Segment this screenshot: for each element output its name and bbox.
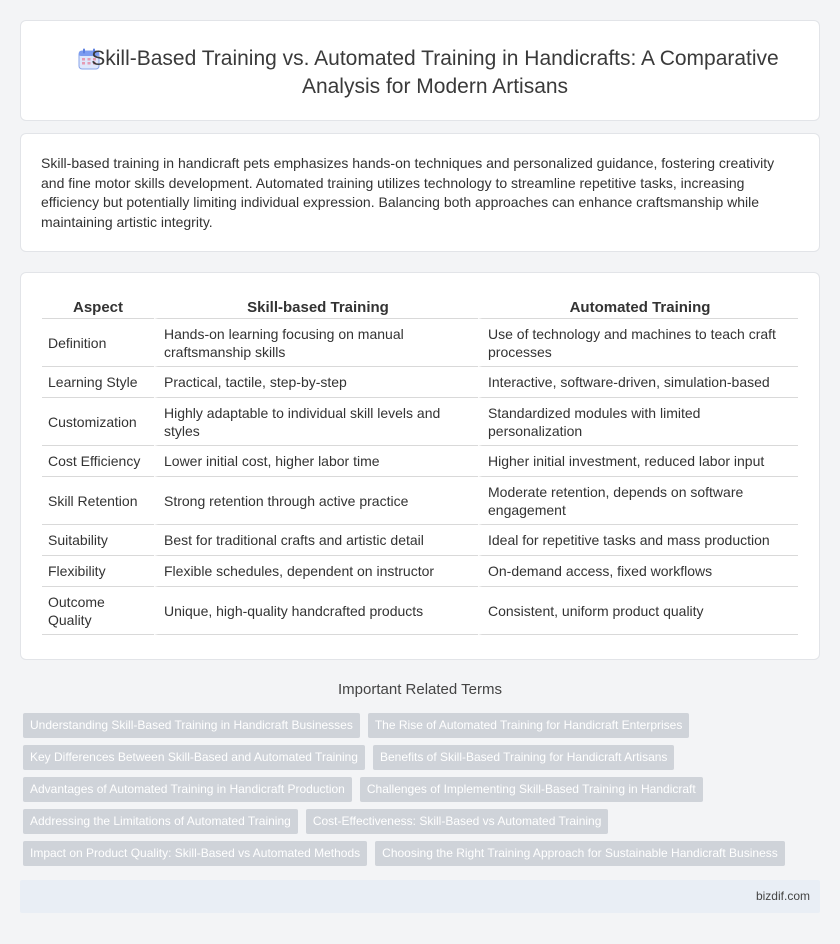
aspect-cell: Suitability	[42, 525, 154, 556]
aspect-cell: Definition	[42, 319, 154, 367]
related-term-tag[interactable]: The Rise of Automated Training for Handicraft Enterprises	[368, 713, 689, 738]
automated-cell: Ideal for repetitive tasks and mass production	[478, 525, 798, 556]
aspect-cell: Cost Efficiency	[42, 446, 154, 477]
related-term-tag[interactable]: Addressing the Limitations of Automated Training	[23, 809, 298, 834]
skill-cell: Best for traditional crafts and artistic detail	[154, 525, 478, 556]
table-row	[42, 556, 798, 587]
header-skill-based: Skill-based Training	[154, 297, 478, 319]
skill-cell: Hands-on learning focusing on manual craftsmanship skills	[154, 319, 478, 367]
automated-cell: Standardized modules with limited personalization	[478, 398, 798, 446]
related-term-tag[interactable]: Cost-Effectiveness: Skill-Based vs Automated Training	[306, 809, 609, 834]
skill-cell: Flexible schedules, dependent on instructor	[154, 556, 478, 587]
automated-cell: Higher initial investment, reduced labor input	[478, 446, 798, 477]
skill-cell: Unique, high-quality handcrafted products	[154, 587, 478, 635]
automated-cell: Use of technology and machines to teach craft processes	[478, 319, 798, 367]
table-row	[42, 398, 798, 446]
related-term-tag[interactable]: Choosing the Right Training Approach for Sustainable Handicraft Business	[375, 841, 785, 866]
header-card	[20, 20, 820, 121]
footer-site-link[interactable]: bizdif.com	[755, 889, 810, 903]
intro-card	[20, 133, 820, 252]
table-row	[42, 319, 798, 367]
table-row	[42, 587, 798, 635]
related-term-tag[interactable]: Impact on Product Quality: Skill-Based vs Automated Methods	[23, 841, 367, 866]
aspect-cell: Outcome Quality	[42, 587, 154, 635]
aspect-cell: Flexibility	[42, 556, 154, 587]
automated-cell: On-demand access, fixed workflows	[478, 556, 798, 587]
related-terms-list	[23, 713, 813, 873]
automated-cell: Consistent, uniform product quality	[478, 587, 798, 635]
automated-cell: Interactive, software-driven, simulation-based	[478, 367, 798, 398]
comparison-card	[20, 272, 820, 660]
automated-cell: Moderate retention, depends on software engagement	[478, 477, 798, 525]
related-term-tag[interactable]: Advantages of Automated Training in Handicraft Production	[23, 777, 352, 802]
table-row	[42, 446, 798, 477]
related-terms-title: Important Related Terms	[338, 681, 502, 698]
header-automated: Automated Training	[478, 297, 798, 319]
page-title: Skill-Based Training vs. Automated Training in Handicrafts: A Comparative Analysis for Modern Artisans	[91, 47, 779, 98]
intro-paragraph: Skill-based training in handicraft pets emphasizes hands-on techniques and personalized guidance, fostering creativity and fine motor skills development. Automated training utilizes technology to streamline repetitive tasks, increasing efficiency but potentially limiting individual expression. Balancing both approaches can enhance craftsmanship while maintaining artistic integrity.	[41, 155, 775, 230]
aspect-cell: Skill Retention	[42, 477, 154, 525]
skill-cell: Highly adaptable to individual skill levels and styles	[154, 398, 478, 446]
header-aspect: Aspect	[42, 297, 154, 319]
table-row	[42, 367, 798, 398]
aspect-cell: Learning Style	[42, 367, 154, 398]
related-term-tag[interactable]: Key Differences Between Skill-Based and Automated Training	[23, 745, 365, 770]
comparison-table	[42, 297, 798, 635]
related-term-tag[interactable]: Understanding Skill-Based Training in Handicraft Businesses	[23, 713, 360, 738]
aspect-cell: Customization	[42, 398, 154, 446]
related-term-tag[interactable]: Challenges of Implementing Skill-Based Training in Handicraft	[360, 777, 703, 802]
skill-cell: Lower initial cost, higher labor time	[154, 446, 478, 477]
table-row	[42, 525, 798, 556]
skill-cell: Practical, tactile, step-by-step	[154, 367, 478, 398]
footer	[20, 880, 820, 913]
skill-cell: Strong retention through active practice	[154, 477, 478, 525]
table-row	[42, 477, 798, 525]
related-term-tag[interactable]: Benefits of Skill-Based Training for Handicraft Artisans	[373, 745, 674, 770]
